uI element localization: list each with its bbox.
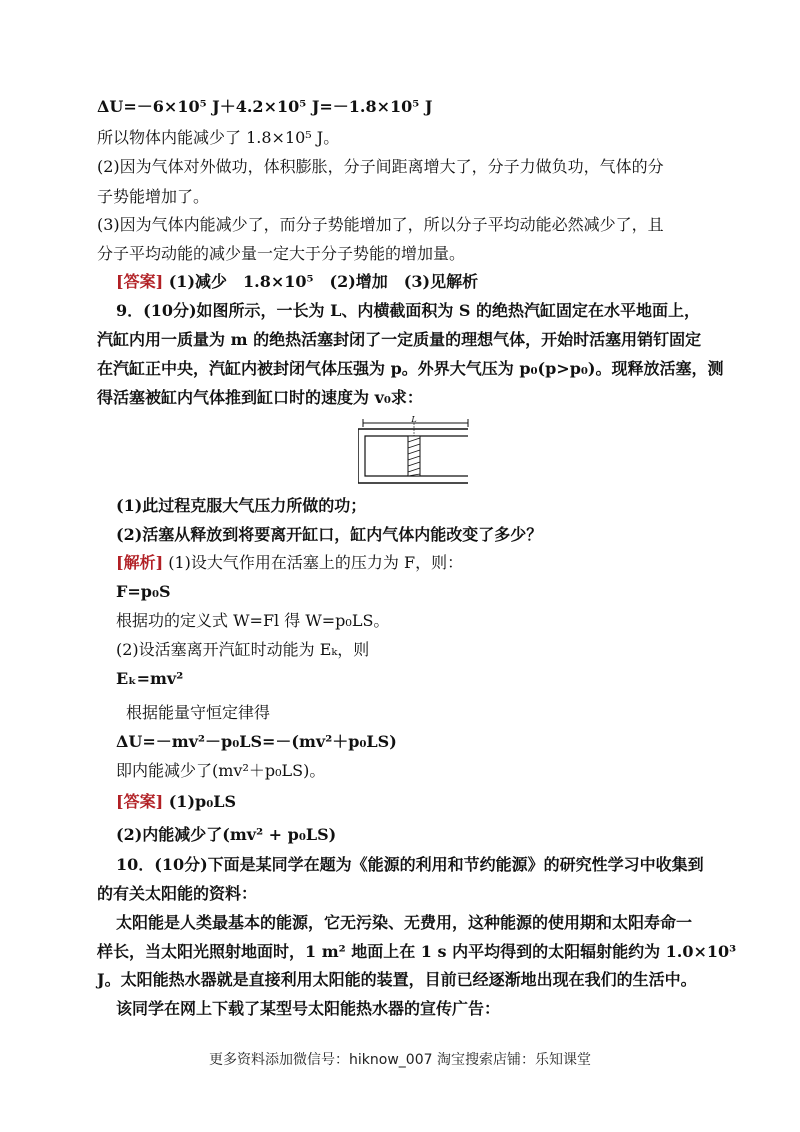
q9-line-1: 9．(10分)如图所示，一长为 L、内横截面积为 S 的绝热汽缸固定在水平地面上， — [116, 301, 701, 320]
footer-note: 更多资料添加微信号：hiknow_007 淘宝搜索店铺：乐知课堂 — [209, 1052, 591, 1068]
q10-line-6: 该同学在网上下载了某型号太阳能热水器的宣传广告： — [116, 999, 501, 1018]
q10-line-5: J。太阳能热水器就是直接利用太阳能的装置，目前已经逐渐地出现在我们的生活中。 — [97, 970, 697, 989]
q9-line-6: (2)活塞从释放到将要离开缸口，缸内气体内能改变了多少？ — [116, 525, 543, 544]
answer-2-line-1: (1)p₀LS — [168, 792, 237, 811]
solution-text-1: (1)设大气作用在活塞上的压力为 F，则： — [168, 553, 464, 572]
q9-line-4: 得活塞被缸内气体推到缸口时的速度为 v₀求： — [97, 388, 423, 407]
line-6: 分子平均动能的减少量一定大于分子势能的增加量。 — [97, 244, 466, 263]
q10-line-3: 太阳能是人类最基本的能源，它无污染、无费用，这种能源的使用期和太阳寿命一 — [116, 913, 693, 932]
answer-1 — [116, 272, 478, 292]
solution-7: ΔU=－mv²－p₀LS=－(mv²＋p₀LS) — [116, 732, 397, 751]
q10-line-1: 10．(10分)下面是某同学在题为《能源的利用和节约能源》的研究性学习中收集到 — [116, 855, 704, 874]
length-label: L — [411, 415, 417, 424]
q10-line-4: 样长，当太阳光照射地面时，1 m² 地面上在 1 s 内平均得到的太阳辐射能约为 1.0×10³ — [97, 942, 737, 961]
line-1: ΔU=－6×10⁵ J＋4.2×10⁵ J=－1.8×10⁵ J — [97, 97, 433, 116]
answer-tag-2: [答案] — [116, 792, 164, 811]
solution-6: 根据能量守恒定律得 — [126, 703, 271, 722]
answer-tag: [答案] — [116, 272, 164, 291]
solution-2: F=p₀S — [116, 582, 171, 601]
solution-tag: [解析] — [116, 553, 164, 572]
q9-line-5: (1)此过程克服大气压力所做的功； — [116, 496, 367, 515]
line-5: (3)因为气体内能减少了，而分子势能增加了，所以分子平均动能必然减少了，且 — [97, 215, 664, 234]
solution-5: Eₖ=mv² — [116, 669, 184, 688]
answer-2-line-2: (2)内能减少了(mv² + p₀LS) — [116, 825, 337, 844]
q10-line-2: 的有关太阳能的资料： — [97, 884, 258, 903]
answer-text: (1)减少 1.8×10⁵ (2)增加 (3)见解析 — [168, 272, 479, 291]
cylinder-figure — [358, 415, 474, 485]
line-3: (2)因为气体对外做功，体积膨胀，分子间距离增大了，分子力做负功，气体的分 — [97, 157, 664, 176]
solution-3: 根据功的定义式 W=Fl 得 W=p₀LS。 — [116, 611, 390, 630]
solution-8: 即内能减少了(mv²＋p₀LS)。 — [116, 761, 326, 780]
solution-4: (2)设活塞离开汽缸时动能为 Eₖ，则 — [116, 640, 370, 659]
line-2: 所以物体内能减少了 1.8×10⁵ J。 — [97, 128, 340, 147]
solution-1 — [116, 553, 463, 573]
line-4: 子势能增加了。 — [97, 187, 210, 206]
answer-2-tag — [116, 792, 236, 812]
q9-line-3: 在汽缸正中央，汽缸内被封闭气体压强为 p。外界大气压为 p₀(p>p₀)。现释放活塞，测 — [97, 359, 724, 378]
q9-line-2: 汽缸内用一质量为 m 的绝热活塞封闭了一定质量的理想气体，开始时活塞用销钉固定 — [97, 330, 702, 349]
